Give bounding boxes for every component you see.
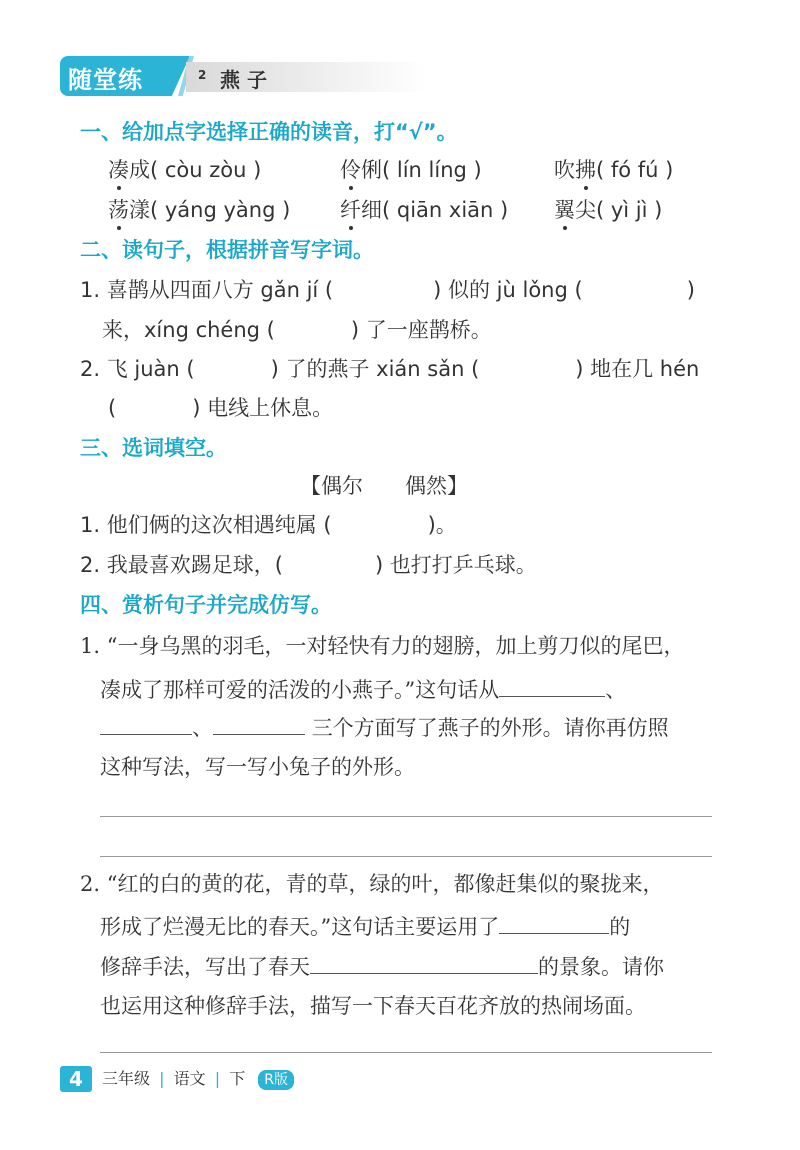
s4-q1-line3: 、 三个方面写了燕子的外形。请你再仿照 — [100, 712, 669, 742]
separator: | — [214, 1069, 221, 1088]
s3-q2: 2. 我最喜欢踢足球，( ) 也打打乒乓球。 — [80, 553, 537, 577]
lesson-number: 2 — [198, 68, 207, 82]
answer-blank[interactable] — [213, 712, 305, 735]
s2-q1-line1: 1. 喜鹊从四面八方 gǎn jí ( ) 似的 jù lǒng ( ) — [80, 278, 695, 302]
writing-line[interactable] — [100, 816, 712, 817]
s4-q2-line1: 2. “红的白的黄的花，青的草，绿的叶，都像赶集似的聚拢来， — [80, 872, 664, 896]
page-header — [0, 52, 800, 108]
section-4-title: 四、赏析句子并完成仿写。 — [80, 593, 332, 617]
s4-q2-line2: 形成了烂漫无比的春天。”这句话主要运用了 的 — [100, 911, 630, 941]
page-footer — [60, 1064, 360, 1094]
s1-item-3: 吹拂( fó fú ) — [554, 158, 674, 182]
s3-q1: 1. 他们俩的这次相遇纯属 ( )。 — [80, 513, 457, 537]
header-tag-text: 随堂练 — [68, 66, 143, 94]
s4-q1-line2: 凑成了那样可爱的活泼的小燕子。”这句话从 、 — [100, 674, 626, 704]
s1-item-6: 翼尖( yì jì ) — [554, 198, 663, 222]
s4-q2-line4: 也运用这种修辞手法，描写一下春天百花齐放的热闹场面。 — [100, 994, 646, 1018]
writing-line[interactable] — [100, 856, 712, 857]
s2-q2-line2: ( ) 电线上休息。 — [108, 396, 334, 420]
page-number: 4 — [69, 1067, 83, 1091]
s2-q2-line1: 2. 飞 juàn ( ) 了的燕子 xián sǎn ( ) 地在几 hén — [80, 357, 700, 381]
word-choices: 【偶尔 偶然】 — [300, 474, 468, 498]
volume-label: 下 — [229, 1069, 246, 1088]
s4-q1-line1: 1. “一身乌黑的羽毛，一对轻快有力的翅膀，加上剪刀似的尾巴， — [80, 634, 685, 658]
s4-q2-line3: 修辞手法，写出了春天 的景象。请你 — [100, 951, 664, 981]
section-1-title: 一、给加点字选择正确的读音，打“√”。 — [80, 120, 458, 144]
separator: | — [159, 1069, 165, 1088]
writing-line[interactable] — [100, 1052, 712, 1053]
answer-blank[interactable] — [100, 712, 192, 735]
section-2-title: 二、读句子，根据拼音写字词。 — [80, 238, 374, 262]
s1-item-4: 荡漾( yáng yàng ) — [108, 198, 291, 222]
page-number-badge — [60, 1066, 92, 1092]
grade-label: 三年级 — [102, 1069, 151, 1088]
s1-item-2: 伶俐( lín líng ) — [340, 158, 482, 182]
s1-item-5: 纤细( qiān xiān ) — [340, 198, 509, 222]
s1-item-1: 凑成( còu zòu ) — [108, 158, 262, 182]
answer-blank[interactable] — [499, 911, 609, 934]
lesson-title: 燕 子 — [220, 68, 267, 92]
answer-blank[interactable] — [310, 951, 538, 974]
subject-label: 语文 — [173, 1069, 206, 1088]
answer-blank[interactable] — [499, 674, 605, 697]
section-3-title: 三、选词填空。 — [80, 436, 227, 460]
edition-badge: R版 — [258, 1070, 294, 1090]
s2-q1-line2: 来，xíng chéng ( ) 了一座鹊桥。 — [102, 318, 492, 342]
s4-q1-line4: 这种写法，写一写小兔子的外形。 — [100, 755, 415, 779]
